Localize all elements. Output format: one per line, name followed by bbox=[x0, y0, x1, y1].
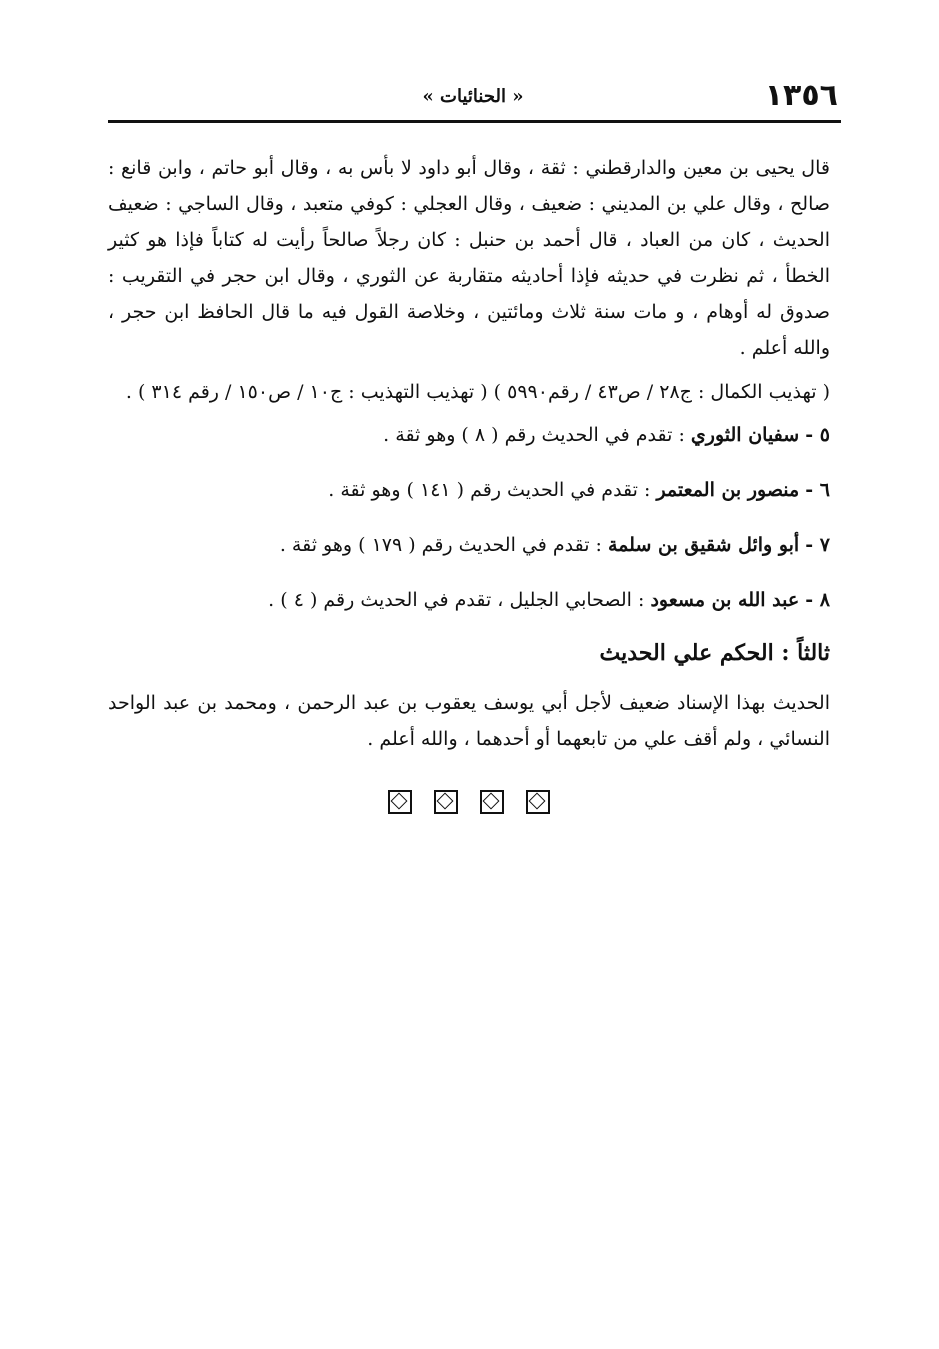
ornament-knot-icon bbox=[388, 790, 412, 814]
ornament-knot-icon bbox=[480, 790, 504, 814]
narrator-note: : الصحابي الجليل ، تقدم في الحديث رقم ( ٤ ) . bbox=[268, 589, 645, 611]
narrator-entry-7 bbox=[108, 528, 830, 562]
narrator-number: ٥ - bbox=[805, 424, 830, 446]
ornament-knot-icon bbox=[526, 790, 550, 814]
page-header bbox=[108, 78, 838, 118]
narrator-entry-5 bbox=[108, 418, 830, 452]
narrator-number: ٦ - bbox=[805, 479, 830, 501]
ornament-knot-icon bbox=[434, 790, 458, 814]
narrator-note: : تقدم في الحديث رقم ( ١٧٩ ) وهو ثقة . bbox=[279, 534, 602, 556]
header-divider bbox=[108, 120, 841, 123]
narrator-name: عبد الله بن مسعود bbox=[650, 589, 800, 611]
narrator-assessment-paragraph: قال يحيى بن معين والدارقطني : ثقة ، وقال أبو داود لا بأس به ، وقال أبو حاتم ، وابن قانع : صالح ، وقال علي بن المديني : ضعيف ، وقال العجلي : كوفي متعبد ، وقال الساجي : ضعيف الحديث ، كان من العباد ، قال أحمد بن حنبل : كان رجلاً صالحاً رأيت له كتاباً فإذا هو كثير الخطأ ، ثم نظرت في حديثه فإذا أحاديثه متقاربة عن الثوري ، وقال ابن حجر في التقريب : صدوق له أوهام ، و مات سنة ثلاث ومائتين ، وخلاصة القول فيه ما قال الحافظ ابن حجر ، والله أعلم . bbox=[108, 157, 830, 359]
narrator-name: منصور بن المعتمر bbox=[656, 479, 800, 501]
page-number: ١٣٥٦ bbox=[764, 78, 838, 113]
reference-citation: ( تهذيب الكمال : ج٢٨ / ص٤٣ / رقم٥٩٩٠ ) ( تهذيب التهذيب : ج١٠ / ص١٥٠ / رقم ٣١٤ ) . bbox=[125, 381, 830, 403]
narrator-number: ٧ - bbox=[805, 534, 830, 556]
running-title: « الحنائيات » bbox=[422, 86, 524, 107]
ornament-divider bbox=[108, 783, 830, 809]
narrator-note: : تقدم في الحديث رقم ( ٨ ) وهو ثقة . bbox=[383, 424, 685, 446]
narrator-entry-8 bbox=[108, 583, 830, 617]
narrator-name: أبو وائل شقيق بن سلمة bbox=[608, 534, 800, 556]
section-heading: ثالثاً : الحكم علي الحديث bbox=[599, 640, 830, 666]
conclusion-paragraph: الحديث بهذا الإسناد ضعيف لأجل أبي يوسف يعقوب بن عبد الرحمن ، ومحمد بن عبد الواحد النسائي ، ولم أقف علي من تابعهما أو أحدهما ، والله أعلم . bbox=[108, 692, 830, 750]
page-body bbox=[108, 150, 830, 809]
narrator-note: : تقدم في الحديث رقم ( ١٤١ ) وهو ثقة . bbox=[328, 479, 651, 501]
narrator-number: ٨ - bbox=[805, 589, 830, 611]
narrator-name: سفيان الثوري bbox=[690, 424, 800, 446]
narrator-entry-6 bbox=[108, 473, 830, 507]
